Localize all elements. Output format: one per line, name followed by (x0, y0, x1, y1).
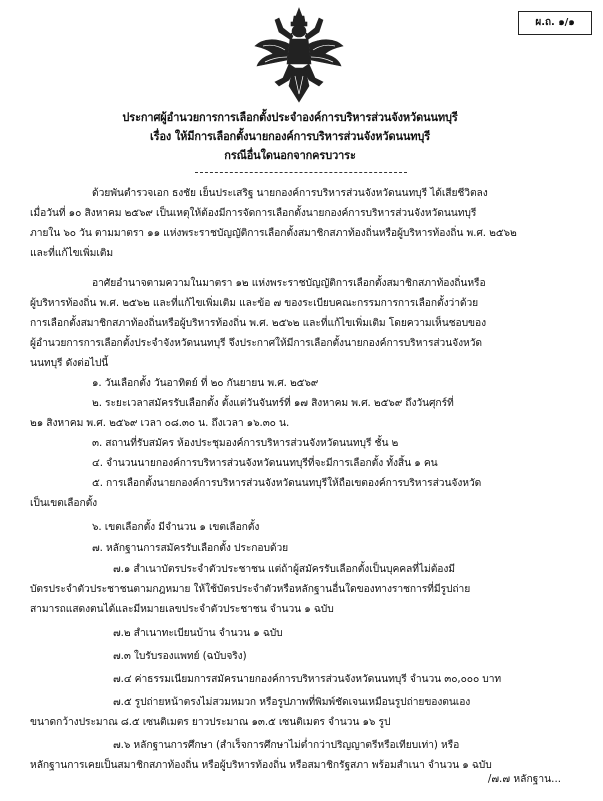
continuation-marker: /๗.๗ หลักฐาน... (487, 773, 561, 785)
body-line: และที่แก้ไขเพิ่มเติม (30, 247, 114, 259)
sub-item: ๗.๕ รูปถ่ายหน้าตรงไม่สวมหมวก หรือรูปภาพที่พิมพ์ชัดเจนเหมือนรูปถ่ายของตนเอง (113, 696, 471, 708)
list-item: เป็นเขตเลือกตั้ง (30, 497, 98, 509)
garuda-emblem-icon (253, 6, 345, 106)
sub-item: ๗.๑ สำเนาบัตรประจำตัวประชาชน แต่ถ้าผู้สมัครรับเลือกตั้งเป็นบุคคลที่ไม่ต้องมี (113, 563, 455, 575)
list-item: ๗. หลักฐานการสมัครรับเลือกตั้ง ประกอบด้วย (92, 542, 289, 554)
body-line: เมื่อวันที่ ๑๐ สิงหาคม ๒๕๖๙ เป็นเหตุให้ต้องมีการจัดการเลือกตั้งนายกองค์การบริหารส่วนจังหวัดนนทบุรี (30, 207, 477, 219)
body-line: การเลือกตั้งสมาชิกสภาท้องถิ่นหรือผู้บริหารท้องถิ่น พ.ศ. ๒๕๖๒ และที่แก้ไขเพิ่มเติม โดยความเห็นชอบของ (30, 317, 486, 329)
body-line: ภายใน ๖๐ วัน ตามมาตรา ๑๑ แห่งพระราชบัญญัติการเลือกตั้งสมาชิกสภาท้องถิ่นหรือผู้บริหารท้องถิ่น พ.ศ. ๒๕๖๒ (30, 227, 517, 239)
list-item: ๑. วันเลือกตั้ง วันอาทิตย์ ที่ ๒๐ กันยายน พ.ศ. ๒๕๖๙ (92, 377, 319, 389)
list-item: ๖. เขตเลือกตั้ง มีจำนวน ๑ เขตเลือกตั้ง (92, 521, 260, 533)
list-item: ๔. จำนวนนายกองค์การบริหารส่วนจังหวัดนนทบุรีที่จะมีการเลือกตั้ง ทั้งสิ้น ๑ คน (92, 457, 438, 469)
body-line: ผู้อำนวยการการเลือกตั้งประจำจังหวัดนนทบุรี จึงประกาศให้มีการเลือกตั้งนายกองค์การบริหารส่วนจังหวัด (30, 337, 482, 349)
body-line: ด้วยพันตำรวจเอก ธงชัย เย็นประเสริฐ นายกองค์การบริหารส่วนจังหวัดนนทบุรี ได้เสียชีวิตลง (92, 187, 488, 199)
title-line-3: กรณีอื่นใดนอกจากครบวาระ (224, 148, 356, 162)
title-line-1: ประกาศผู้อำนวยการการเลือกตั้งประจำองค์การบริหารส่วนจังหวัดนนทบุรี (122, 110, 458, 124)
title-divider (195, 172, 407, 173)
list-item: ๒๑ สิงหาคม พ.ศ. ๒๕๖๙ เวลา ๐๘.๓๐ น. ถึงเวลา ๑๖.๓๐ น. (30, 417, 290, 429)
sub-item: ๗.๓ ใบรับรองแพทย์ (ฉบับจริง) (113, 650, 247, 662)
list-item: ๕. การเลือกตั้งนายกองค์การบริหารส่วนจังหวัดนนทบุรีให้ถือเขตองค์การบริหารส่วนจังหวัด (92, 477, 482, 489)
sub-item: สามารถแสดงตนได้และมีหมายเลขประจำตัวประชาชน จำนวน ๑ ฉบับ (30, 603, 334, 615)
body-line: นนทบุรี ดังต่อไปนี้ (30, 357, 109, 369)
sub-item: ๗.๒ สำเนาทะเบียนบ้าน จำนวน ๑ ฉบับ (113, 627, 283, 639)
sub-item: บัตรประจำตัวประชาชนตามกฎหมาย ให้ใช้บัตรประจำตัวหรือหลักฐานอื่นใดของทางราชการที่มีรูปถ่าย (30, 583, 471, 595)
sub-item: ๗.๖ หลักฐานการศึกษา (สำเร็จการศึกษาไม่ต่ำกว่าปริญญาตรีหรือเทียบเท่า) หรือ (113, 739, 460, 751)
sub-item: ๗.๔ ค่าธรรมเนียมการสมัครนายกองค์การบริหารส่วนจังหวัดนนทบุรี จำนวน ๓๐,๐๐๐ บาท (113, 673, 502, 685)
sub-item: ขนาดกว้างประมาณ ๘.๕ เซนติเมตร ยาวประมาณ ๑๓.๕ เซนติเมตร จำนวน ๑๖ รูป (30, 716, 391, 728)
sub-item: หลักฐานการเคยเป็นสมาชิกสภาท้องถิ่น หรือผู้บริหารท้องถิ่น หรือสมาชิกรัฐสภา พร้อมสำเนา จำนวน ๑ ฉบับ (30, 759, 492, 771)
body-line: ผู้บริหารท้องถิ่น พ.ศ. ๒๕๖๒ และที่แก้ไขเพิ่มเติม และข้อ ๗ ของระเบียบคณะกรรมการการเลือกตั้งว่าด้วย (30, 297, 479, 309)
form-code-box: ผ.ถ. ๑/๑ (518, 11, 592, 35)
list-item: ๓. สถานที่รับสมัคร ห้องประชุมองค์การบริหารส่วนจังหวัดนนทบุรี ชั้น ๒ (92, 437, 399, 449)
body-line: อาศัยอำนาจตามความในมาตรา ๑๒ แห่งพระราชบัญญัติการเลือกตั้งสมาชิกสภาท้องถิ่นหรือ (92, 277, 486, 289)
title-line-2: เรื่อง ให้มีการเลือกตั้งนายกองค์การบริหารส่วนจังหวัดนนทบุรี (150, 129, 431, 143)
list-item: ๒. ระยะเวลาสมัครรับเลือกตั้ง ตั้งแต่วันจันทร์ที่ ๑๗ สิงหาคม พ.ศ. ๒๕๖๙ ถึงวันศุกร์ที่ (92, 397, 454, 409)
